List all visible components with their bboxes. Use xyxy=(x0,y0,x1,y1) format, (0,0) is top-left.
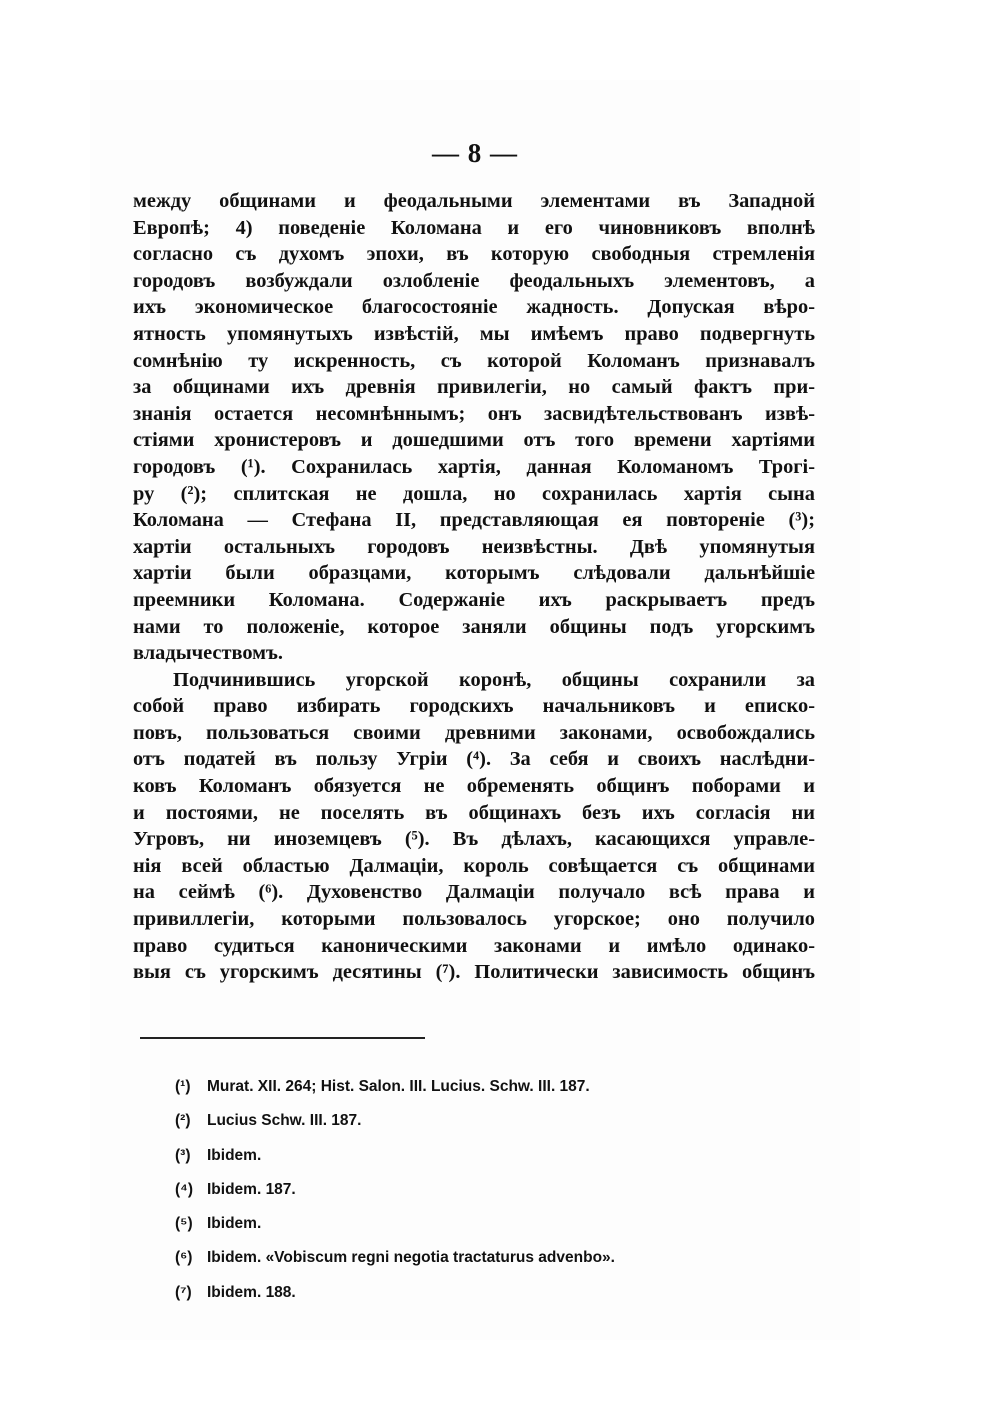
text-line: ру (²); сплитская не дошла, но сохранилась хартія сына xyxy=(133,482,815,505)
text-line: хартіи остальныхъ городовъ неизвѣстны. Двѣ упомянутыя xyxy=(133,535,815,558)
text-line: Коломана — Стефана II, представляющая ея повтореніе (³); xyxy=(133,509,815,532)
text-line: Европѣ; 4) поведеніе Коломана и его чиновниковъ вполнѣ xyxy=(133,216,815,239)
footnote-text: Ibidem. xyxy=(207,1215,262,1233)
footnote-mark: (⁴) xyxy=(175,1180,193,1198)
footnote-mark: (³) xyxy=(175,1146,191,1164)
text-line: городовъ возбуждали озлобленіе феодальныхъ элементовъ, а xyxy=(133,269,815,292)
text-line: ихъ экономическое благосостояніе жадность. Допуская вѣро- xyxy=(133,296,815,319)
text-line: право судиться каноническими законами и имѣло одинако- xyxy=(133,934,815,957)
text-line: собой право избирать городскихъ начальниковъ и еписко- xyxy=(133,695,815,718)
text-line: преемники Коломана. Содержаніе ихъ раскрываетъ предъ xyxy=(133,588,815,611)
text-line: нами то положеніе, которое заняли общины подъ угорскимъ xyxy=(133,615,815,638)
text-line: выя съ угорскимъ десятины (⁷). Политически зависимость общинъ xyxy=(133,961,815,984)
footnote xyxy=(175,1241,815,1275)
text-line: за общинами ихъ древнія привилегіи, но самый фактъ при- xyxy=(133,376,815,399)
text-line: нія всей областью Далмаціи, король совѣщается съ общинами xyxy=(133,854,815,877)
text-line: между общинами и феодальными элементами въ Западной xyxy=(133,190,815,212)
page-number: — 8 — xyxy=(432,138,518,168)
footnotes xyxy=(175,1070,815,1310)
text-line: ковъ Коломанъ обязуется не обременять общинъ поборами и xyxy=(133,775,815,798)
footnote-mark: (⁵) xyxy=(175,1215,193,1233)
text-line: отъ податей въ пользу Угріи (⁴). За себя и своихъ наслѣдни- xyxy=(133,748,815,771)
footnote xyxy=(175,1070,815,1104)
paragraph-2 xyxy=(133,667,815,986)
footnote-text: Ibidem. xyxy=(207,1146,262,1164)
body-text xyxy=(133,188,815,986)
text-line: ятность упомянутыхъ извѣстій, мы имѣемъ право подвергнуть xyxy=(133,322,815,345)
text-line: сомнѣнію ту искренность, съ которой Коломанъ признавалъ xyxy=(133,349,815,372)
footnote xyxy=(175,1173,815,1207)
text-line: привиллегіи, которыми пользовалось угорское; оно получило xyxy=(133,908,815,931)
footnote-mark: (⁷) xyxy=(175,1283,192,1301)
footnote xyxy=(175,1104,815,1138)
footnote-text: Ibidem. 187. xyxy=(207,1180,296,1198)
footnote xyxy=(175,1276,815,1310)
text-line: стіями хронистеровъ и дошедшими отъ того времени хартіями xyxy=(133,429,815,452)
footnote-mark: (¹) xyxy=(175,1078,191,1095)
footnote-mark: (²) xyxy=(175,1112,191,1130)
footnote-text: Murat. XII. 264; Hist. Salon. III. Lucius. Schw. III. 187. xyxy=(207,1078,590,1095)
footnote xyxy=(175,1207,815,1241)
text-line: хартіи были образцами, которымъ слѣдовали дальнѣйшіе xyxy=(133,562,815,585)
text-line: знанія остается несомнѣннымъ; онъ засвидѣтельствованъ извѣ- xyxy=(133,402,815,425)
text-line: повъ, пользоваться своими древними законами, освобождались xyxy=(133,721,815,744)
text-line: согласно съ духомъ эпохи, въ которую свободныя стремленія xyxy=(133,243,815,266)
text-line: владычествомъ. xyxy=(133,642,284,665)
footnote-separator xyxy=(140,1037,425,1039)
text-line: Угровъ, ни иноземцевъ (⁵). Въ дѣлахъ, касающихся управле- xyxy=(133,828,815,851)
footnote-mark: (⁶) xyxy=(175,1249,193,1267)
footnote xyxy=(175,1139,815,1173)
text-line: и постоями, не поселять въ общинахъ безъ ихъ согласія ни xyxy=(133,801,815,824)
footnote-text: Ibidem. «Vobiscum regni negotia tractaturus advenbo». xyxy=(207,1249,615,1267)
book-page xyxy=(90,80,860,1340)
footnote-text: Ibidem. 188. xyxy=(207,1283,296,1301)
text-line: городовъ (¹). Сохранилась хартія, данная Коломаномъ Трогі- xyxy=(133,455,815,478)
text-line: на сеймѣ (⁶). Духовенство Далмаціи получало всѣ права и xyxy=(133,881,815,904)
text-line: Подчинившись угорской коронѣ, общины сохранили за xyxy=(173,668,815,691)
paragraph-1 xyxy=(133,188,815,667)
footnote-text: Lucius Schw. III. 187. xyxy=(207,1112,362,1130)
